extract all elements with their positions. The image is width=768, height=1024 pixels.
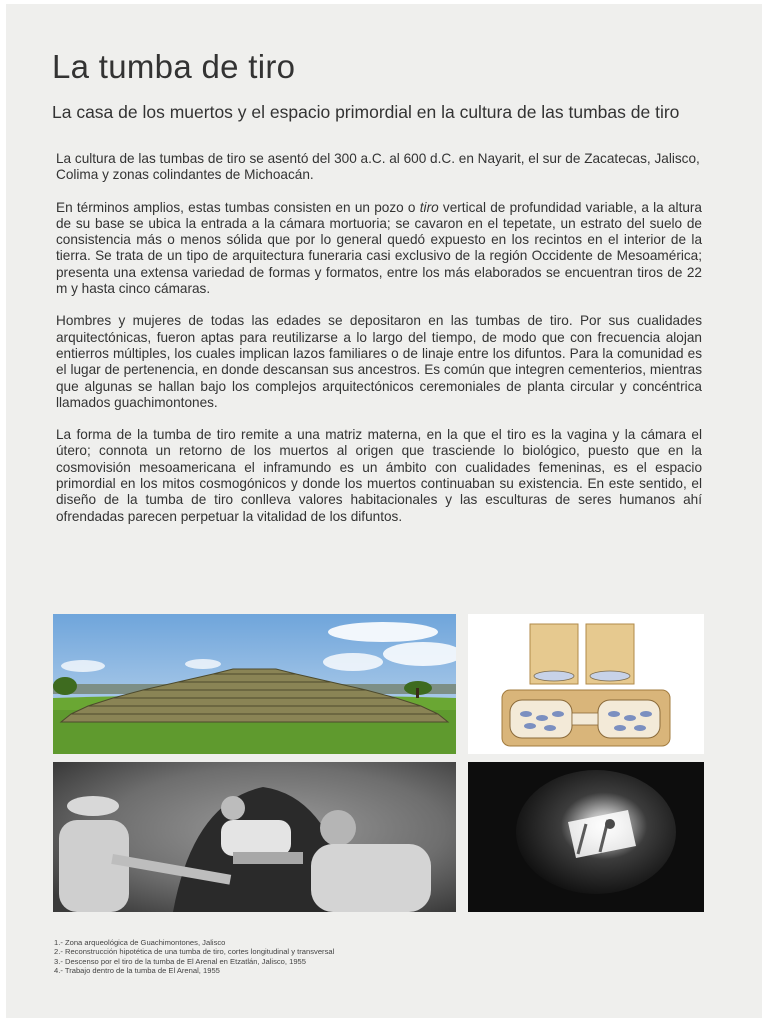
paragraph-2-end: vertical de profundidad variable, a la altura de su base se ubica la entrada a la cámara mortuoria; se cavaron en el tepetate, un estrato del suelo de consistencia más o menos sólida que por lo general quedó expuesto en los recintos en el interior de la tierra. Se trata de un tipo de arquitectura funeraria casi exclusivo de la región Occidente de Mesoamérica; presenta una extensa variedad de formas y formatos, entre los más elaborados se encuentran tiros de 22 m y hasta cinco cámaras. [56,199,702,297]
photo-tomb-work [468,762,704,912]
paragraph-3: Hombres y mujeres de todas las edades se depositaron en las tumbas de tiro. Por sus cualidades arquitectónicas, fueron aptas para reutilizarse a lo largo del tiempo, de modo que con frecuencia alojan entierros múltiples, los cuales implican lazos familiares o de linaje entre los difuntos. Para la comunidad es el lugar de pertenencia, en donde descansan sus ancestros. Es común que integren cementerios, mientras que algunas se hallan bajo los complejos arquitectónicos ceremoniales de planta circular y concéntrica llamados guachimontones. [56,313,702,410]
document-page [6,4,762,1018]
paragraph-1: La cultura de las tumbas de tiro se asentó del 300 a.C. al 600 d.C. en Nayarit, el sur de Zacatecas, Jalisco, Colima y zonas colindantes de Michoacán. [56,151,700,183]
figure-captions [54,938,654,976]
caption-4: 4.- Trabajo dentro de la tumba de El Arenal, 1955 [54,966,220,976]
tomb-reconstruction-illustration [468,614,704,754]
caption-1: 1.- Zona arqueológica de Guachimontones, Jalisco [54,938,226,947]
photo-tomb-reconstruction [468,614,704,754]
guachimontones-illustration [53,614,456,754]
caption-2: 2.- Reconstrucción hipotética de una tumba de tiro, cortes longitudinal y transversal [54,947,335,957]
photo-shaft-descent [53,762,456,912]
tomb-work-illustration [468,762,704,912]
page-title: La tumba de tiro [52,48,296,85]
paragraph-2-emphasis: tiro [419,199,439,215]
paragraph-4: La forma de la tumba de tiro remite a una matriz materna, en la que el tiro es la vagina y la cámara el útero; connota un retorno de los muertos al origen que trasciende lo biológico, puesto que en la cosmovisión mesoamericana el inframundo es un ámbito con cualidades femeninas, es el espacio primordial en los mitos cosmogónicos y donde los muertos continuaban su existencia. En este sentido, el diseño de la tumba de tiro conlleva valores habitacionales y las esculturas de seres humanos ahí ofrendadas parecen perpetuar la vitalidad de los difuntos. [56,427,702,524]
photo-guachimontones [53,614,456,754]
paragraph-2-start: En términos amplios, estas tumbas consisten en un pozo o [56,199,420,215]
page-subtitle: La casa de los muertos y el espacio primordial en la cultura de las tumbas de tiro [52,102,680,122]
paragraph-2 [56,200,702,298]
shaft-descent-illustration [53,762,456,912]
article-body [56,151,702,541]
caption-3: 3.- Descenso por el tiro de la tumba de El Arenal en Etzatlán, Jalisco, 1955 [54,956,307,966]
